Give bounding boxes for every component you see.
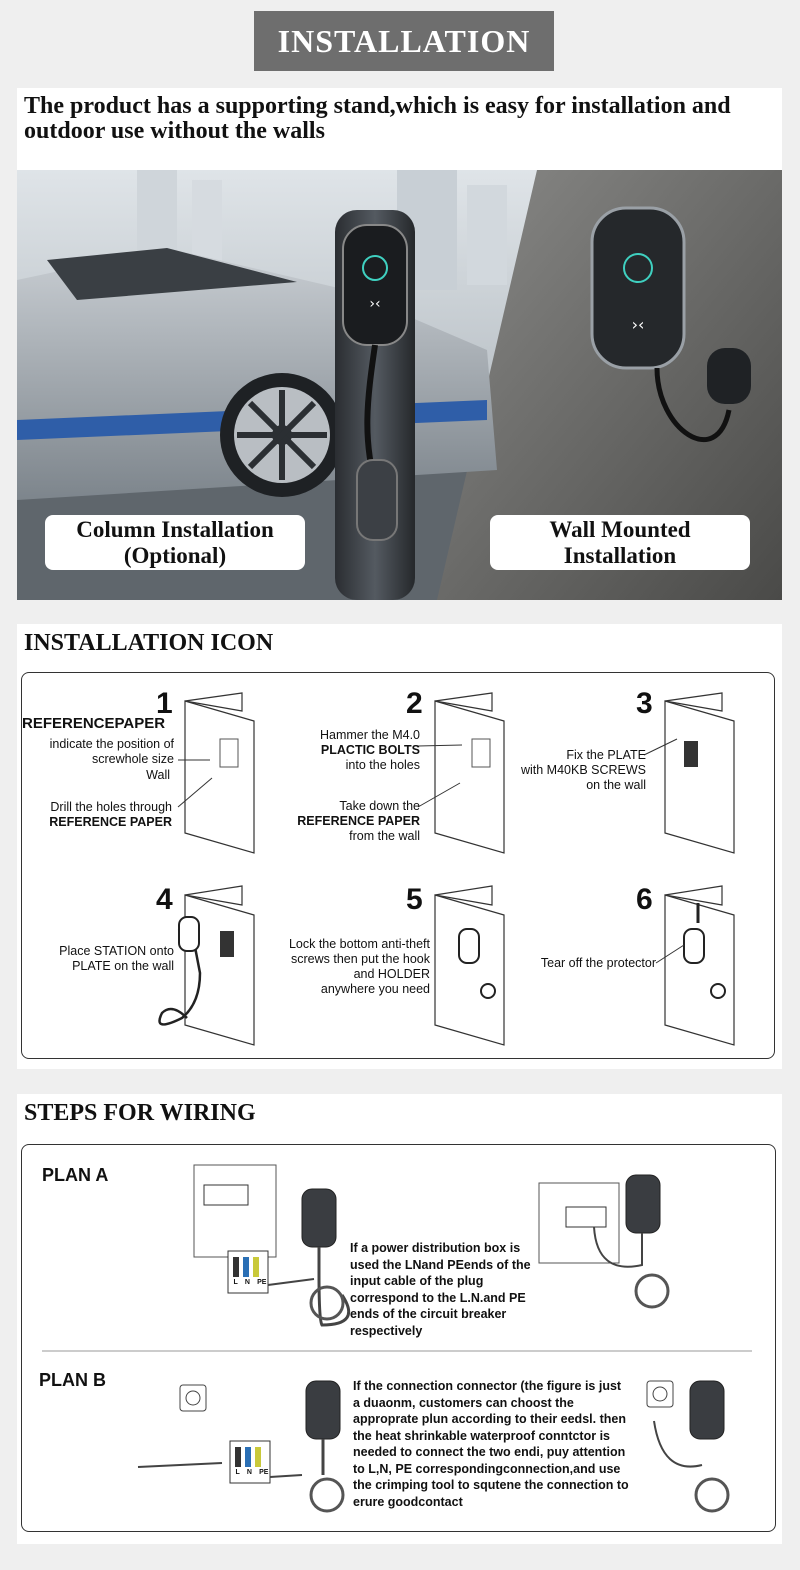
step-2-label bbox=[272, 728, 420, 773]
svg-text:›‹: ›‹ bbox=[369, 296, 381, 312]
step-3-line: with M40KB SCREWS bbox=[520, 763, 646, 777]
step-5-line: screws then put the hook bbox=[291, 952, 430, 966]
plan-b-label: PLAN B bbox=[39, 1370, 106, 1390]
installation-steps-panel bbox=[21, 672, 775, 1059]
terminal-label: N bbox=[244, 1279, 250, 1286]
installation-icon-section bbox=[17, 624, 782, 1069]
product-intro-section bbox=[17, 88, 782, 600]
step-1-line: indicate the position of bbox=[49, 737, 174, 751]
plan-a-line: correspond to the L.N.and PE bbox=[350, 1290, 526, 1305]
product-photo bbox=[17, 170, 782, 600]
step-2-line: PLACTIC BOLTS bbox=[320, 743, 420, 757]
step-5-label bbox=[258, 937, 430, 997]
step-5-line: Lock the bottom anti-theft bbox=[288, 937, 430, 951]
plan-a-description bbox=[350, 1240, 550, 1339]
step-6-label: Tear off the protector bbox=[540, 956, 656, 970]
plan-b-line: approprate plun according to their eedsl. then bbox=[353, 1412, 626, 1426]
intro-text: The product has a supporting stand,which is easy for installation and outdoor use without the walls bbox=[24, 93, 731, 144]
plan-b-description bbox=[353, 1378, 653, 1510]
terminal-label: N bbox=[246, 1469, 252, 1476]
step-3-label bbox=[492, 748, 646, 793]
plan-b-terminals bbox=[232, 1469, 272, 1476]
plan-b-line: erure goodcontact bbox=[353, 1494, 463, 1509]
step-1-number: 1 bbox=[156, 687, 173, 720]
wiring-section bbox=[17, 1094, 782, 1544]
step-1-drill-label bbox=[22, 800, 172, 830]
step-2-number: 2 bbox=[406, 687, 423, 720]
plan-a-label: PLAN A bbox=[42, 1165, 109, 1185]
step-1-label-title: REFERENCEPAPER bbox=[22, 715, 166, 732]
step-4-label bbox=[32, 944, 174, 974]
section-title: STEPS FOR WIRING bbox=[24, 1100, 256, 1126]
plan-a-terminals bbox=[230, 1279, 270, 1286]
plan-a-line: input cable of the plug bbox=[350, 1274, 484, 1288]
terminal-label: PE bbox=[257, 1279, 267, 1286]
plan-b-line: If the connection connector (the figure is just bbox=[353, 1379, 622, 1393]
page-banner-title: INSTALLATION bbox=[254, 11, 554, 71]
step-3-number: 3 bbox=[636, 687, 653, 720]
step-3-line: on the wall bbox=[586, 778, 646, 792]
step-4-number: 4 bbox=[156, 883, 173, 916]
terminal-label: L bbox=[233, 1279, 238, 1286]
wiring-panel bbox=[21, 1144, 776, 1532]
step-2-line: Take down the bbox=[339, 799, 420, 813]
step-4-line: PLATE on the wall bbox=[72, 959, 174, 973]
section-title: INSTALLATION ICON bbox=[24, 630, 274, 656]
step-2-line: into the holes bbox=[345, 758, 420, 772]
step-1-line: screwhole size bbox=[92, 752, 174, 766]
plan-a-line: ends of the circuit breaker bbox=[350, 1307, 507, 1321]
column-installation-label: Column Installation (Optional) bbox=[76, 516, 274, 568]
terminal-label: PE bbox=[259, 1469, 269, 1476]
step-5-line: anywhere you need bbox=[320, 982, 430, 996]
svg-text:›‹: ›‹ bbox=[631, 315, 645, 334]
step-2-label-b bbox=[272, 799, 420, 844]
step-2-line: from the wall bbox=[349, 829, 420, 843]
plan-a-line: If a power distribution box is bbox=[350, 1241, 521, 1255]
step-1-line: REFERENCE PAPER bbox=[49, 815, 172, 829]
plan-a-line: used the LNand PEends of the bbox=[350, 1257, 531, 1272]
step-5-line: and HOLDER bbox=[353, 967, 430, 981]
plan-b-line: the heat shrinkable waterproof conntctor is bbox=[353, 1428, 610, 1443]
step-2-line: Hammer the M4.0 bbox=[319, 728, 420, 742]
wall-mounted-installation-label: Wall Mounted Installation bbox=[549, 516, 691, 568]
step-1-label bbox=[22, 737, 174, 767]
step-2-line: REFERENCE PAPER bbox=[297, 814, 420, 828]
step-1-line: Drill the holes through bbox=[50, 800, 172, 814]
step-3-line: Fix the PLATE bbox=[566, 748, 646, 762]
step-5-number: 5 bbox=[406, 883, 423, 916]
plan-b-line: a duaonm, customers can choost the bbox=[353, 1395, 574, 1410]
terminal-label: L bbox=[235, 1469, 240, 1476]
step-1-wall-label: Wall bbox=[146, 768, 170, 782]
plan-b-line: the crimping tool to squtene the connection to bbox=[353, 1478, 629, 1492]
plan-a-line: respectively bbox=[350, 1323, 423, 1338]
plan-b-line: to L,N, PE correspondingconnection,and use bbox=[353, 1461, 621, 1476]
step-4-line: Place STATION onto bbox=[59, 944, 174, 958]
step-6-number: 6 bbox=[636, 883, 653, 916]
plan-b-line: needed to connect the two endi, puy attention bbox=[353, 1445, 626, 1459]
